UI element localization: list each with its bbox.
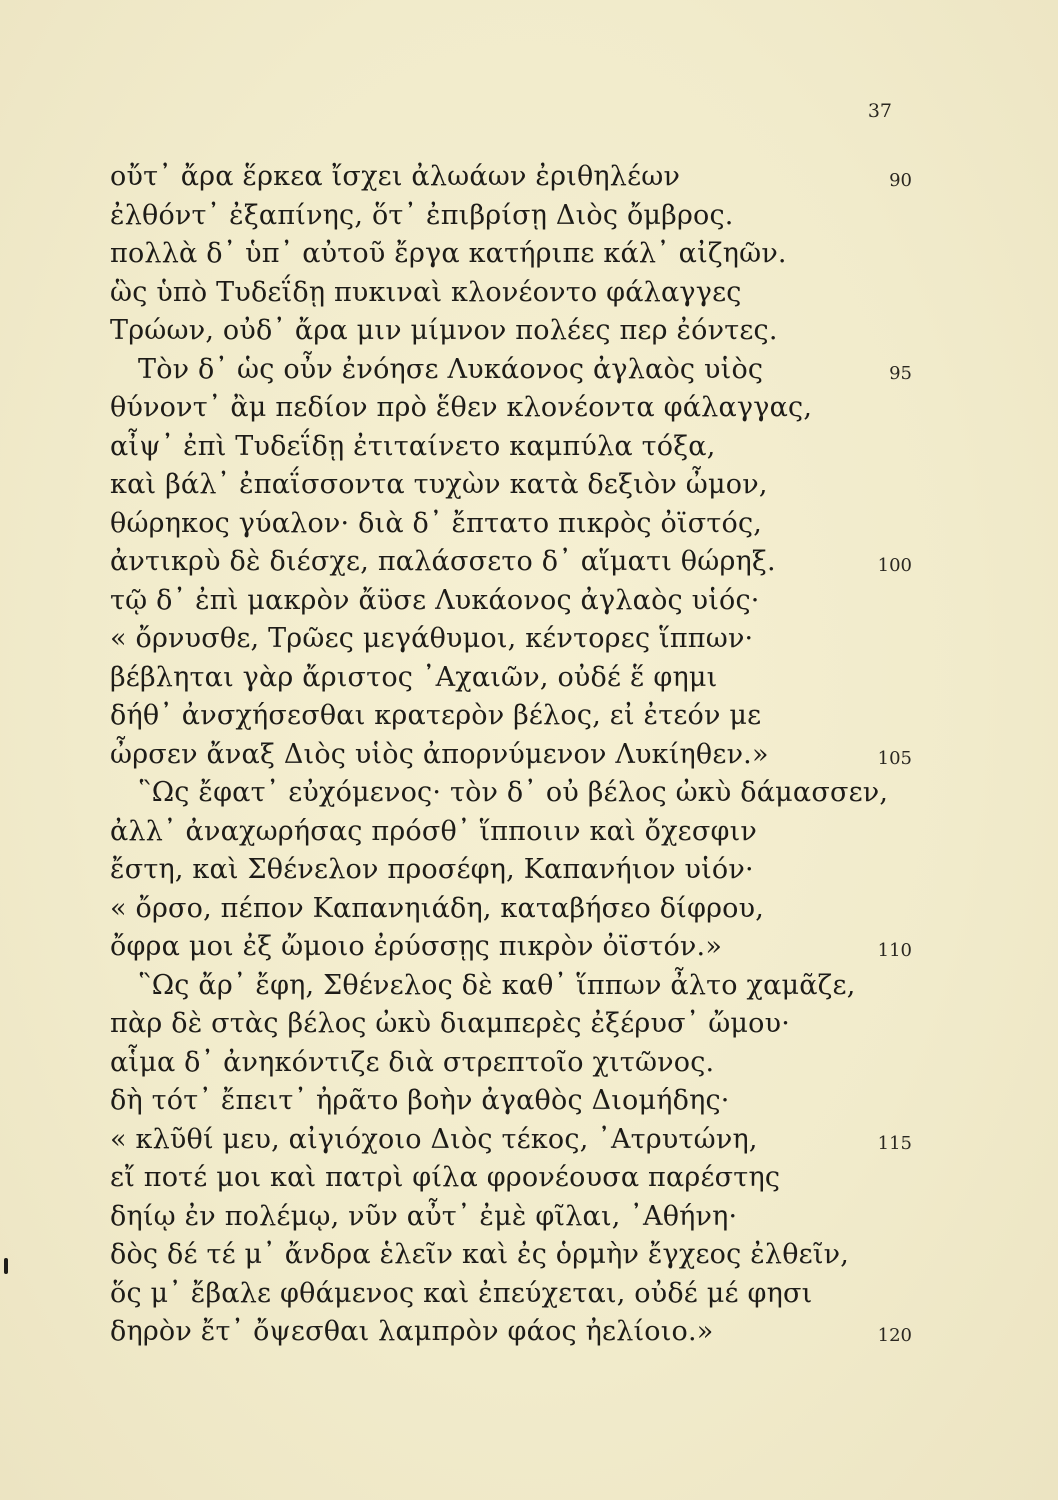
line-number: 95 bbox=[889, 362, 912, 384]
verse-text: ἔστη, καὶ Σθένελον προσέφη, Καπανήιον υἱόν· bbox=[110, 854, 754, 885]
verse-text: δήθ᾽ ἀνσχήσεσθαι κρατερὸν βέλος, εἰ ἐτεόν με bbox=[110, 700, 762, 731]
verse-text: πολλὰ δ᾽ ὑπ᾽ αὐτοῦ ἔργα κατήριπε κάλ᾽ αἰζηῶν. bbox=[110, 238, 787, 269]
verse-text: αἶψ᾽ ἐπὶ Τυδεΐδῃ ἐτιταίνετο καμπύλα τόξα, bbox=[110, 430, 716, 462]
verse-text: Τὸν δ᾽ ὡς οὖν ἐνόησε Λυκάονος ἀγλαὸς υἱὸς bbox=[138, 353, 764, 385]
verse-text: ὅς μ᾽ ἔβαλε φθάμενος καὶ ἐπεύχεται, οὐδέ μέ φησι bbox=[110, 1277, 813, 1309]
verse-line bbox=[110, 1005, 900, 1044]
verse-line bbox=[110, 1159, 900, 1198]
verse-line bbox=[110, 697, 900, 736]
verse-line bbox=[110, 543, 912, 582]
verse-text: ῝Ως ἄρ᾽ ἔφη, Σθένελος δὲ καθ᾽ ἵππων ἆλτο χαμᾶζε, bbox=[138, 969, 856, 1001]
verse-line bbox=[110, 851, 900, 890]
verse-text: δὴ τότ᾽ ἔπειτ᾽ ἠρᾶτο βοὴν ἀγαθὸς Διομήδης· bbox=[110, 1085, 730, 1116]
line-number: 90 bbox=[889, 170, 912, 191]
verse-line bbox=[110, 1121, 912, 1160]
verse-line bbox=[110, 582, 900, 621]
verse-text: ῝Ως ἔφατ᾽ εὐχόμενος· τὸν δ᾽ οὐ βέλος ὠκὺ δάμασσεν, bbox=[138, 777, 889, 808]
verse-line bbox=[110, 158, 912, 197]
line-number: 110 bbox=[877, 940, 912, 961]
verse-text: θύνοντ᾽ ἂμ πεδίον πρὸ ἕθεν κλονέοντα φάλαγγας, bbox=[110, 392, 813, 423]
verse-line bbox=[110, 1198, 900, 1237]
verse-line bbox=[110, 1275, 900, 1314]
verse-text: καὶ βάλ᾽ ἐπαΐσσοντα τυχὼν κατὰ δεξιὸν ὦμον, bbox=[110, 469, 768, 500]
margin-mark bbox=[4, 1258, 8, 1274]
verse-text: πὰρ δὲ στὰς βέλος ὠκὺ διαμπερὲς ἐξέρυσ᾽ ὤμου· bbox=[110, 1008, 791, 1039]
verse-line bbox=[110, 659, 900, 698]
verse-line bbox=[110, 466, 900, 505]
verse-text: δηίῳ ἐν πολέμῳ, νῦν αὖτ᾽ ἐμὲ φῖλαι, ᾿Αθήνη· bbox=[110, 1200, 738, 1232]
verse-line bbox=[110, 890, 900, 929]
verse-text: ὄφρα μοι ἐξ ὤμοιο ἐρύσσῃς πικρὸν ὀϊστόν.» bbox=[110, 931, 723, 962]
verse-line bbox=[110, 1313, 912, 1352]
verse-line bbox=[110, 1044, 900, 1083]
verse-text: ἀντικρὺ δὲ διέσχε, παλάσσετο δ᾽ αἵματι θώρηξ. bbox=[110, 546, 776, 577]
verse-text: τῷ δ᾽ ἐπὶ μακρὸν ἄϋσε Λυκάονος ἀγλαὸς υἱός· bbox=[110, 584, 760, 616]
verse-text: ἐλθόντ᾽ ἐξαπίνης, ὅτ᾽ ἐπιβρίσῃ Διὸς ὄμβρος. bbox=[110, 199, 734, 231]
verse-line bbox=[110, 312, 900, 351]
verse-list bbox=[110, 158, 912, 1352]
line-number: 120 bbox=[877, 1325, 912, 1346]
verse-text: οὔτ᾽ ἄρα ἕρκεα ἴσχει ἀλωάων ἐριθηλέων bbox=[110, 161, 681, 192]
verse-line bbox=[110, 428, 900, 467]
verse-text: « κλῦθί μευ, αἰγιόχοιο Διὸς τέκος, ᾿Ατρυτώνη, bbox=[110, 1123, 758, 1155]
verse-text: δὸς δέ τέ μ᾽ ἄνδρα ἑλεῖν καὶ ἐς ὁρμὴν ἔγχεος ἐλθεῖν, bbox=[110, 1239, 850, 1270]
verse-text: θώρηκος γύαλον· διὰ δ᾽ ἔπτατο πικρὸς ὀϊστός, bbox=[110, 507, 763, 539]
verse-text: « ὄρσο, πέπον Καπανηιάδη, καταβήσεο δίφρου, bbox=[110, 892, 764, 924]
verse-line bbox=[110, 967, 900, 1006]
verse-line bbox=[110, 1236, 900, 1275]
verse-line bbox=[110, 235, 900, 274]
page-number: 37 bbox=[867, 100, 892, 122]
line-number: 105 bbox=[877, 747, 912, 769]
verse-line bbox=[110, 1082, 900, 1121]
verse-text: ἀλλ᾽ ἀναχωρήσας πρόσθ᾽ ἵπποιιν καὶ ὄχεσφιν bbox=[110, 815, 757, 847]
line-number: 115 bbox=[877, 1132, 912, 1154]
verse-text: εἴ ποτέ μοι καὶ πατρὶ φίλα φρονέουσα παρέστης bbox=[110, 1162, 781, 1193]
verse-text: δηρὸν ἔτ᾽ ὄψεσθαι λαμπρὸν φάος ἠελίοιο.» bbox=[110, 1316, 714, 1347]
verse-text: « ὄρνυσθε, Τρῶες μεγάθυμοι, κέντορες ἵππων· bbox=[110, 623, 754, 654]
verse-line bbox=[110, 620, 900, 659]
verse-line bbox=[110, 736, 912, 775]
verse-line bbox=[110, 351, 912, 390]
verse-line bbox=[110, 197, 900, 236]
verse-text: ὦρσεν ἄναξ Διὸς υἱὸς ἀπορνύμενον Λυκίηθεν.» bbox=[110, 738, 769, 770]
verse-line bbox=[110, 505, 900, 544]
verse-line bbox=[110, 274, 900, 313]
verse-line bbox=[110, 928, 912, 967]
verse-text: αἷμα δ᾽ ἀνηκόντιζε διὰ στρεπτοῖο χιτῶνος. bbox=[110, 1046, 715, 1078]
verse-line bbox=[110, 774, 900, 813]
verse-text: βέβληται γὰρ ἄριστος ᾿Αχαιῶν, οὐδέ ἕ φημι bbox=[110, 661, 718, 693]
verse-line bbox=[110, 389, 900, 428]
verse-line bbox=[110, 813, 900, 852]
verse-text: ὣς ὑπὸ Τυδεΐδῃ πυκιναὶ κλονέοντο φάλαγγες bbox=[110, 276, 742, 308]
line-number: 100 bbox=[877, 555, 912, 576]
verse-text: Τρώων, οὐδ᾽ ἄρα μιν μίμνον πολέες περ ἐόντες. bbox=[110, 315, 778, 346]
